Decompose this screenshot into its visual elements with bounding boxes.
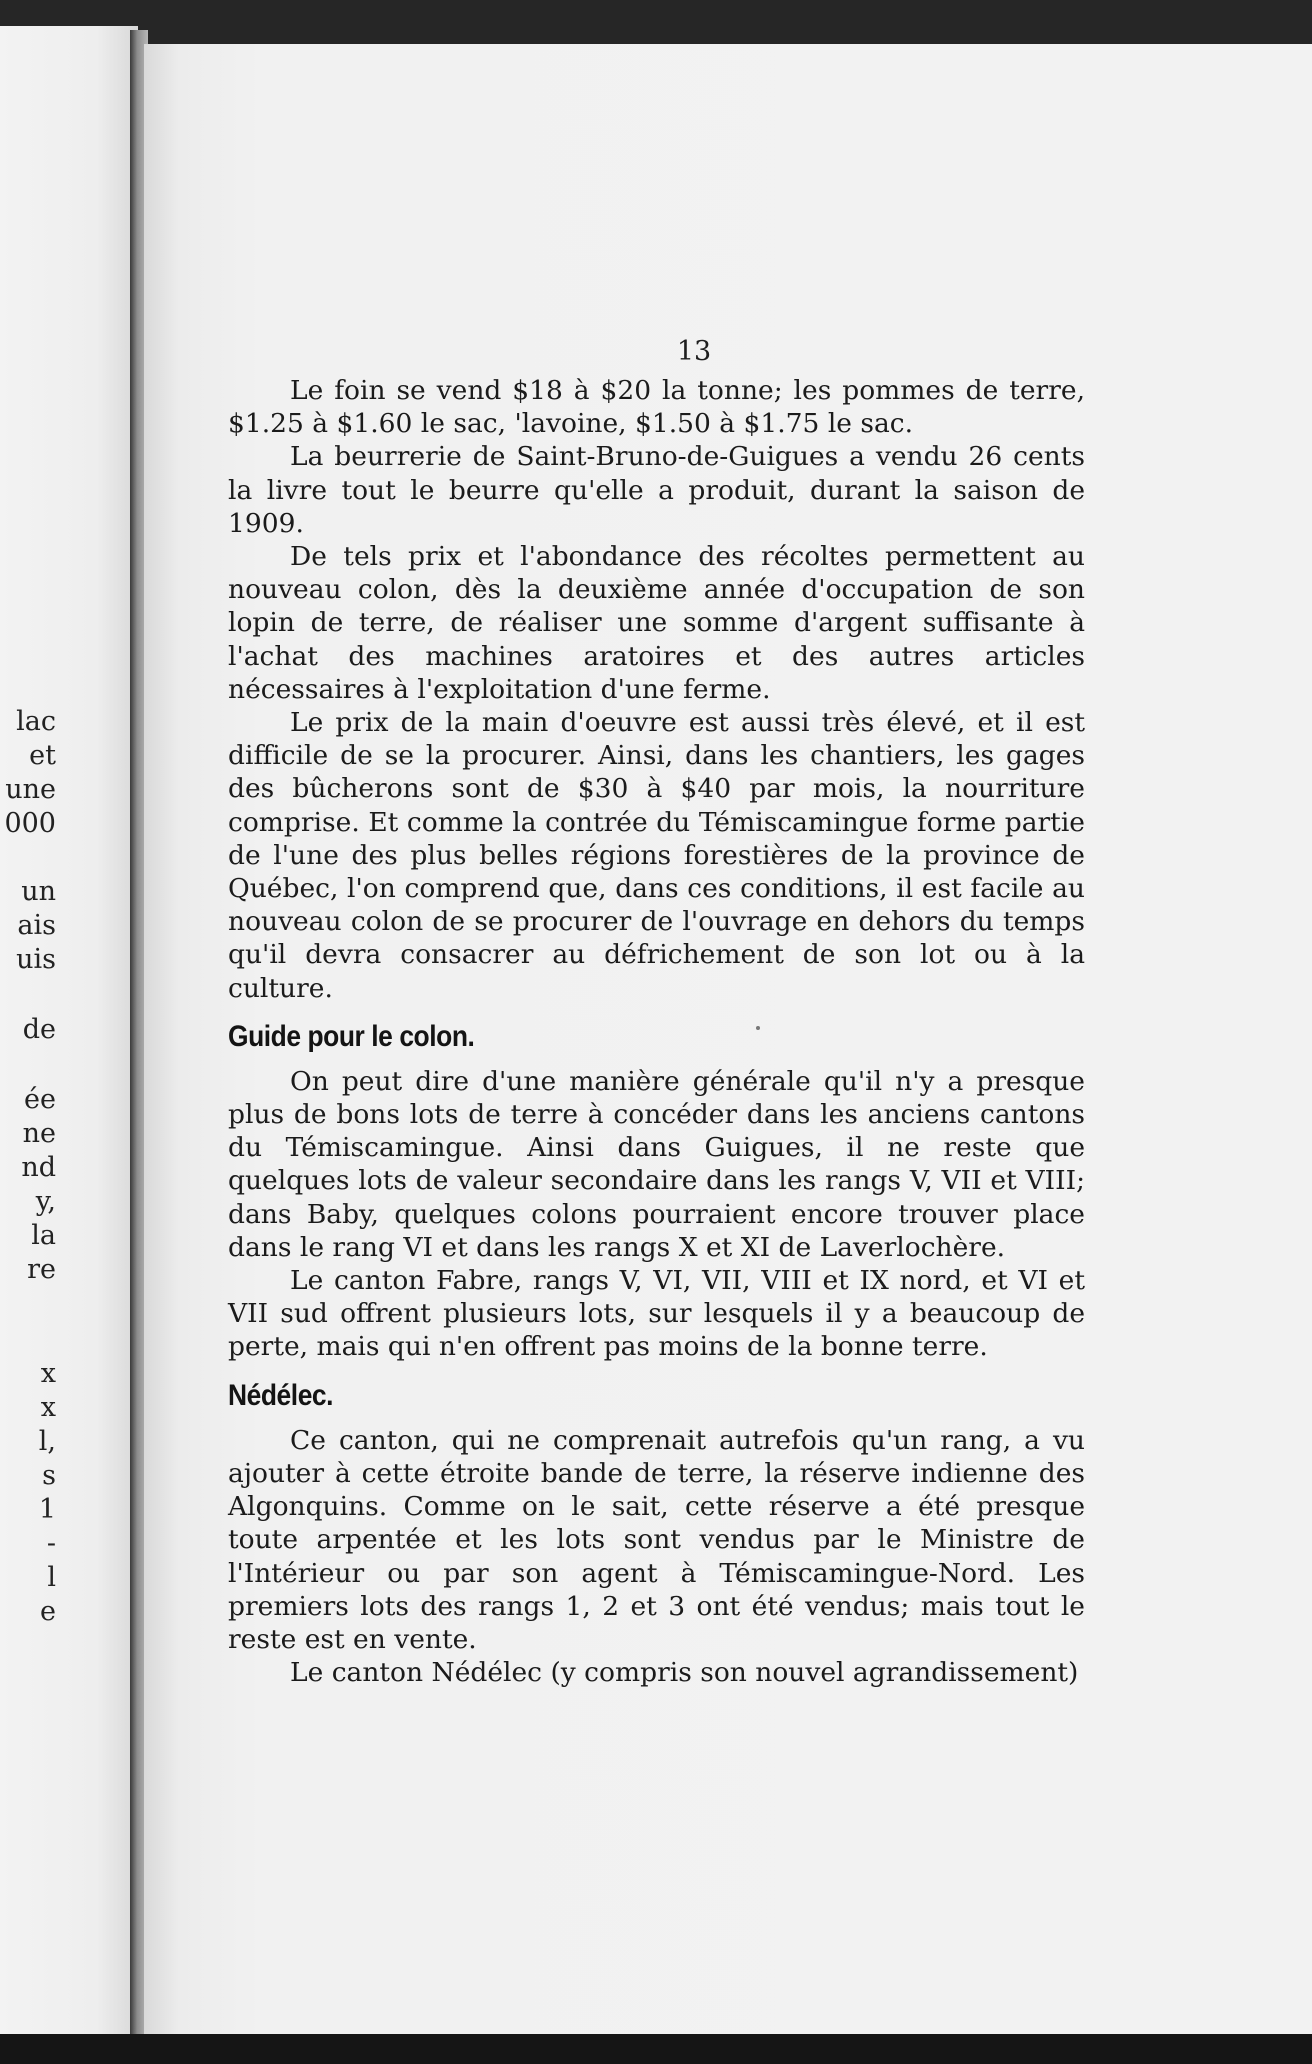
left-page-text-fragments [0,26,138,2036]
paragraph-butter-factory: La beurrerie de Saint-Bruno-de-Guigues a vendu 26 cents la livre tout le beurre qu'elle a produit, durant la saison de 1909. [228,441,1085,539]
heading-guide-pour-le-colon: Guide pour le colon. [228,1019,475,1053]
left-fragment: re [27,1254,56,1285]
left-fragment: 1 [38,1494,56,1525]
page-number: 13 [676,336,712,367]
left-fragment: y, [35,1186,56,1217]
left-fragment: ais [17,910,56,941]
left-fragment: uis [16,944,56,975]
print-speck [756,1026,760,1030]
left-fragment: la [31,1220,56,1251]
left-fragment: ne [22,1118,56,1149]
left-fragment: l, [38,1426,56,1457]
left-fragment: ée [24,1084,56,1115]
left-fragment: nd [21,1152,56,1183]
left-fragment: - [46,1528,56,1559]
right-page [144,44,1312,2036]
paragraph-harvest-abundance: De tels prix et l'abondance des récoltes permettent au nouveau colon, dès la deuxième année d'occupation de son lopin de terre, de réaliser une somme d'argent suffisante à l'achat des machines aratoires et des autres articles nécessaires à l'exploitation d'une ferme. [228,541,1085,705]
paragraph-hay-prices: Le foin se vend $18 à $20 la tonne; les pommes de terre, $1.25 à $1.60 le sac, 'lavoine, $1.50 à $1.75 le sac. [228,375,1085,440]
left-fragment: un [21,876,56,907]
paragraph-lots-available: On peut dire d'une manière générale qu'il n'y a presque plus de bons lots de terre à concéder dans les anciens cantons du Témiscamingue. Ainsi dans Guigues, il ne reste que quelques lots de valeur secondaire dans les rangs V, VII et VIII; dans Baby, quelques colons pourraient encore trouver place dans le rang VI et dans les rangs X et XI de Laverlochère. [228,1065,1085,1263]
left-fragment: lac [16,706,56,737]
left-fragment: et [29,740,56,771]
left-fragment: 000 [4,808,56,839]
paragraph-nedelec-canton: Le canton Nédélec (y compris son nouvel agrandissement) [290,1657,1079,1689]
left-fragment: une [5,774,56,805]
paragraph-canton-fabre: Le canton Fabre, rangs V, VI, VII, VIII et IX nord, et VI et VII sud offrent plusieurs lots, sur lesquels il y a beaucoup de perte, mais qui n'en offrent pas moins de la bonne terre. [228,1265,1085,1363]
scan-bottom-edge [0,2034,1312,2064]
left-fragment: l [47,1562,56,1593]
paragraph-labour-price: Le prix de la main d'oeuvre est aussi très élevé, et il est difficile de se la procurer. Ainsi, dans les chantiers, les gages des bûcherons sont de $30 à $40 par mois, la nourriture comprise. Et comme la contrée du Témiscamingue forme partie de l'une des plus belles régions forestières de la province de Québec, l'on comprend que, dans ces conditions, il est facile au nouveau colon de se procurer de l'ouvrage en dehors du temps qu'il devra consacrer au défrichement de son lot ou à la culture. [228,707,1085,1004]
left-fragment: s [42,1460,56,1491]
left-fragment: de [22,1014,56,1045]
heading-nedelec: Nédélec. [228,1378,334,1412]
left-fragment: e [40,1596,56,1627]
paragraph-nedelec-reserve: Ce canton, qui ne comprenait autrefois qu'un rang, a vu ajouter à cette étroite bande de terre, la réserve indienne des Algonquins. Comme on le sait, cette réserve a été presque toute arpentée et les lots sont vendus par le Ministre de l'Intérieur ou par son agent à Témiscamingue-Nord. Les premiers lots des rangs 1, 2 et 3 ont été vendus; mais tout le reste est en vente. [228,1424,1085,1655]
left-fragment: x [40,1358,56,1389]
left-page [0,26,138,2036]
page-body [228,374,1085,1689]
left-fragment: x [40,1392,56,1423]
